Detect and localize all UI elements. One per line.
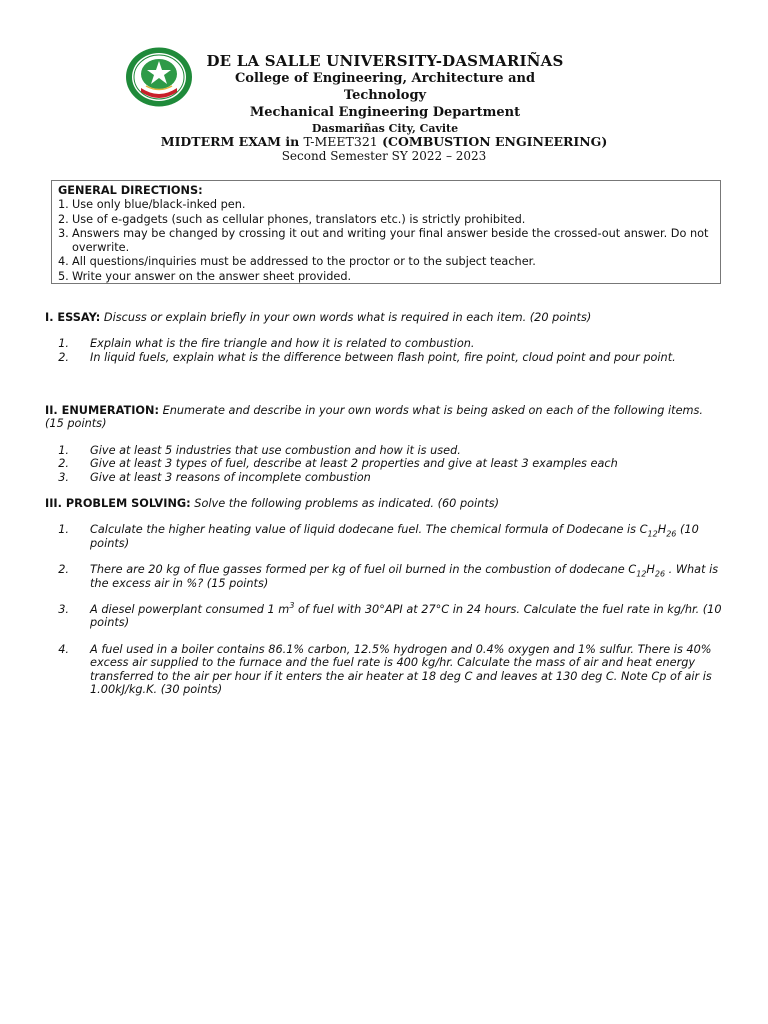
- section-instruction: Discuss or explain briefly in your own words what is required in each item. (20 points): [100, 311, 592, 324]
- direction-item: 4. All questions/inquiries must be addressed to the proctor or to the subject teacher.: [58, 255, 536, 269]
- course-code: T-MEET321: [303, 134, 378, 149]
- section-instruction: Solve the following problems as indicated. (60 points): [190, 497, 500, 510]
- university-name: DE LA SALLE UNIVERSITY-DASMARIÑAS: [206, 52, 564, 70]
- list-item: 3. A diesel powerplant consumed 1 $m^3$ of fuel with 30°API at 27°C in 24 hours. Calculate the fuel rate in kg/hr. (10 points): [58, 601, 722, 630]
- directions-heading: GENERAL DIRECTIONS:: [58, 184, 203, 197]
- university-seal-icon: [124, 46, 194, 108]
- list-item: 2. There are 20 kg of flue gasses formed per kg of fuel oil burned in the combustion of dodecane $C_{12}H_{26}$ . What is the excess air in %? (15 points): [58, 563, 719, 590]
- list-item: 3. Give at least 3 reasons of incomplete combustion: [58, 470, 371, 484]
- list-item: 2. Give at least 3 types of fuel, describe at least 2 properties and give at least 3 examples each: [58, 457, 618, 471]
- direction-item: 2. Use of e-gadgets (such as cellular phones, translators etc.) is strictly prohibited.: [58, 212, 526, 226]
- general-directions-box: [51, 180, 721, 284]
- list-item: 1. Give at least 5 industries that use combustion and how it is used.: [58, 443, 461, 457]
- section-heading: I. ESSAY:: [45, 311, 101, 324]
- essay-section: [45, 311, 725, 364]
- list-item: 4. A fuel used in a boiler contains 86.1% carbon, 12.5% hydrogen and 0.4% oxygen and 1% sulfur. There is 40% excess air supplied to the furnace and the fuel rate is 400 kg/hr. Calculate the mass of air and heat energy transferred to the air per hour if it enters the air heater at 18 deg C and leaves at 130 deg C. Note Cp of air is 1.00kJ/kg.K. (30 points): [58, 642, 712, 697]
- section-heading: II. ENUMERATION:: [45, 404, 159, 417]
- enumeration-section: [45, 404, 725, 484]
- exam-semester: Second Semester SY 2022 – 2023: [281, 149, 487, 163]
- course-name: COMBUSTION ENGINEERING: [388, 134, 602, 149]
- direction-item: 1. Use only blue/black-inked pen.: [58, 198, 246, 212]
- list-item: 2. In liquid fuels, explain what is the difference between flash point, fire point, cloud point and pour point.: [58, 350, 676, 364]
- list-item: 1. Calculate the higher heating value of liquid dodecane fuel. The chemical formula of Dodecane is $C_{12}H_{26}$ (10 points): [58, 523, 699, 550]
- problem-solving-section: [45, 497, 725, 696]
- direction-item: 3. Answers may be changed by crossing it out and writing your final answer beside the crossed-out answer. Do not overwrite.: [58, 226, 709, 255]
- department-name: Mechanical Engineering Department: [249, 105, 521, 120]
- exam-title: MIDTERM EXAM in T-MEET321 (COMBUSTION ENGINEERING): [160, 134, 608, 149]
- city-name: Dasmariñas City, Cavite: [311, 122, 459, 135]
- section-heading: III. PROBLEM SOLVING:: [45, 497, 191, 510]
- section-instruction: Enumerate and describe in your own words what is being asked on each of the following items. (15 points): [45, 404, 703, 431]
- direction-item: 5. Write your answer on the answer sheet provided.: [58, 269, 352, 283]
- list-item: 1. Explain what is the fire triangle and how it is related to combustion.: [58, 337, 475, 351]
- college-name: College of Engineering, Architecture and Technology: [234, 71, 536, 103]
